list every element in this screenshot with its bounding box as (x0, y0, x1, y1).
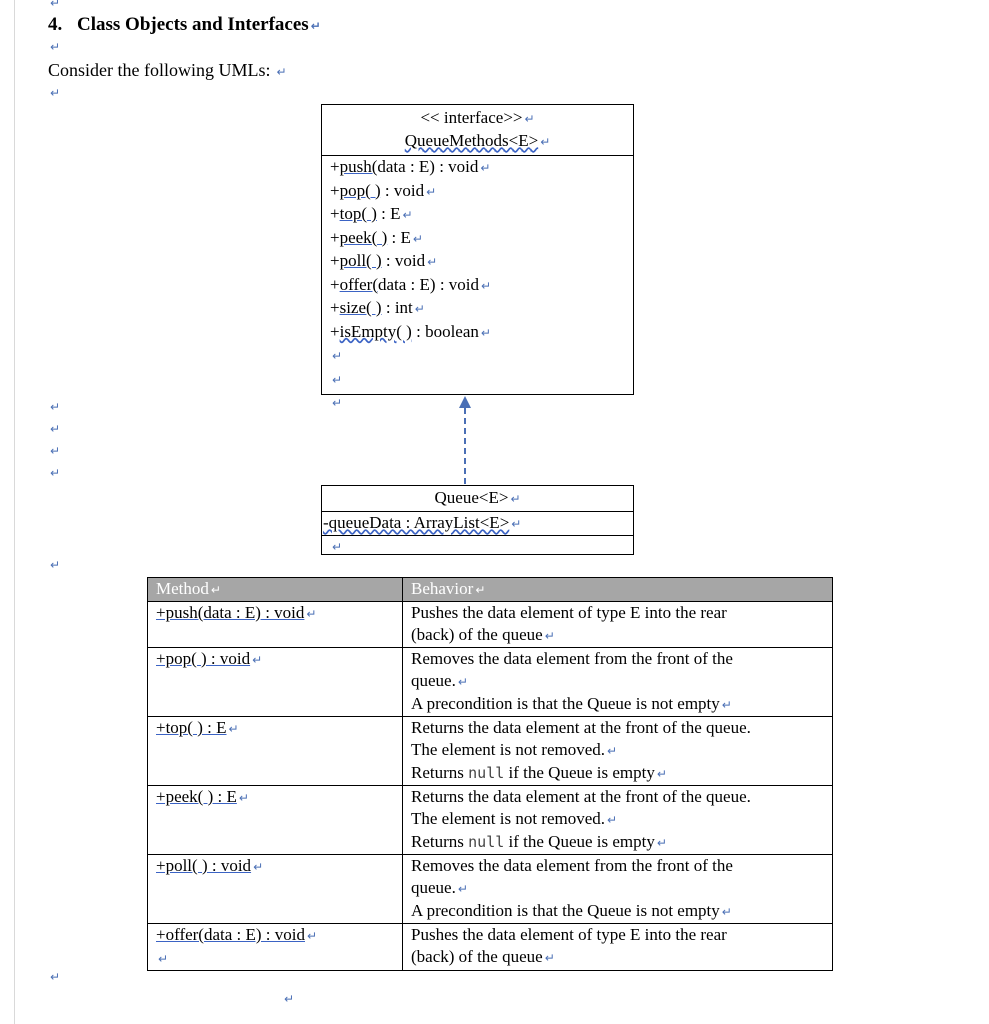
behavior-cell: Removes the data element from the front of the queue. ↵ A precondition is that the Queue is not empty ↵ (403, 648, 833, 717)
class-uml-box: Queue<E> ↵ -queueData : ArrayList<E> ↵ ↵ (321, 485, 634, 555)
method-cell: +push(data : E) : void ↵ (148, 602, 403, 648)
header-method: Method ↵ (148, 578, 403, 602)
interface-method: +peek( ) : E ↵ (330, 227, 423, 247)
paragraph-mark: ↵ (50, 422, 61, 436)
class-field: -queueData : ArrayList<E> ↵ (323, 513, 522, 532)
paragraph-mark: ↵ (50, 40, 61, 54)
interface-method: +top( ) : E ↵ (330, 204, 413, 223)
behavior-cell: Returns the data element at the front of the queue. The element is not removed. ↵ Returns null if the Queue is empty ↵ (403, 717, 833, 786)
interface-name: QueueMethods<E> ↵ (404, 131, 551, 150)
table-row (148, 648, 833, 717)
interface-method: +poll( ) : void ↵ (330, 251, 438, 270)
section-number: 4. (48, 14, 63, 35)
table-row (148, 602, 833, 648)
method-cell: +offer(data : E) : void ↵ ↵ (148, 924, 403, 971)
behavior-cell: Removes the data element from the front of the queue. ↵ A precondition is that the Queue is not empty ↵ (403, 855, 833, 924)
page-edge (14, 0, 15, 1024)
paragraph-mark: ↵ (50, 466, 61, 480)
method-behavior-table (147, 577, 833, 971)
table-row (148, 786, 833, 855)
header-behavior: Behavior ↵ (403, 578, 833, 602)
section-title: Class Objects and Interfaces (77, 14, 309, 35)
paragraph-mark: ↵ (50, 444, 61, 458)
behavior-cell: Pushes the data element of type E into the rear (back) of the queue ↵ (403, 924, 833, 971)
class-name: Queue<E> ↵ (434, 488, 521, 507)
paragraph-mark: ↵ (284, 992, 295, 1006)
interface-method: +size( ) : int ↵ (330, 298, 425, 317)
method-cell: +top( ) : E ↵ (148, 717, 403, 786)
implements-arrow (464, 408, 466, 484)
paragraph-mark: ↵ (50, 0, 61, 10)
interface-method: +isEmpty( ) : boolean ↵ (330, 321, 491, 341)
paragraph-mark: ↵ (50, 400, 61, 414)
table-row (148, 855, 833, 924)
behavior-cell: Returns the data element at the front of the queue. The element is not removed. ↵ Returns null if the Queue is empty ↵ (403, 786, 833, 855)
interface-method: +pop( ) : void ↵ (330, 180, 437, 200)
intro-text: Consider the following UMLs: ↵ (48, 60, 287, 80)
method-cell: +peek( ) : E ↵ (148, 786, 403, 855)
implements-arrowhead (459, 396, 471, 408)
table-row (148, 717, 833, 786)
behavior-cell: Pushes the data element of type E into the rear (back) of the queue ↵ (403, 602, 833, 648)
method-cell: +poll( ) : void ↵ (148, 855, 403, 924)
interface-method: +offer(data : E) : void ↵ (330, 274, 492, 294)
paragraph-mark: ↵ (50, 970, 61, 984)
table-header-row (148, 578, 833, 602)
interface-method: +push(data : E) : void ↵ (330, 157, 491, 176)
interface-methods: +push(data : E) : void ↵ +pop( ) : void ↵ +top( ) : E ↵ +peek( ) : E ↵ +poll( ) : void ↵ +offer(data : E) : void ↵ +size( ) : int ↵ +isEmpty( ) : boolean ↵ ↵ ↵ ↵ (322, 156, 633, 415)
section-heading: 4. Class Objects and Interfaces ↵ (48, 14, 321, 35)
paragraph-mark: ↵ (50, 558, 61, 572)
paragraph-mark: ↵ (50, 86, 61, 100)
method-cell: +pop( ) : void ↵ (148, 648, 403, 717)
table-row (148, 924, 833, 971)
interface-uml-box (321, 104, 634, 410)
interface-stereotype: << interface>> ↵ (420, 108, 535, 127)
